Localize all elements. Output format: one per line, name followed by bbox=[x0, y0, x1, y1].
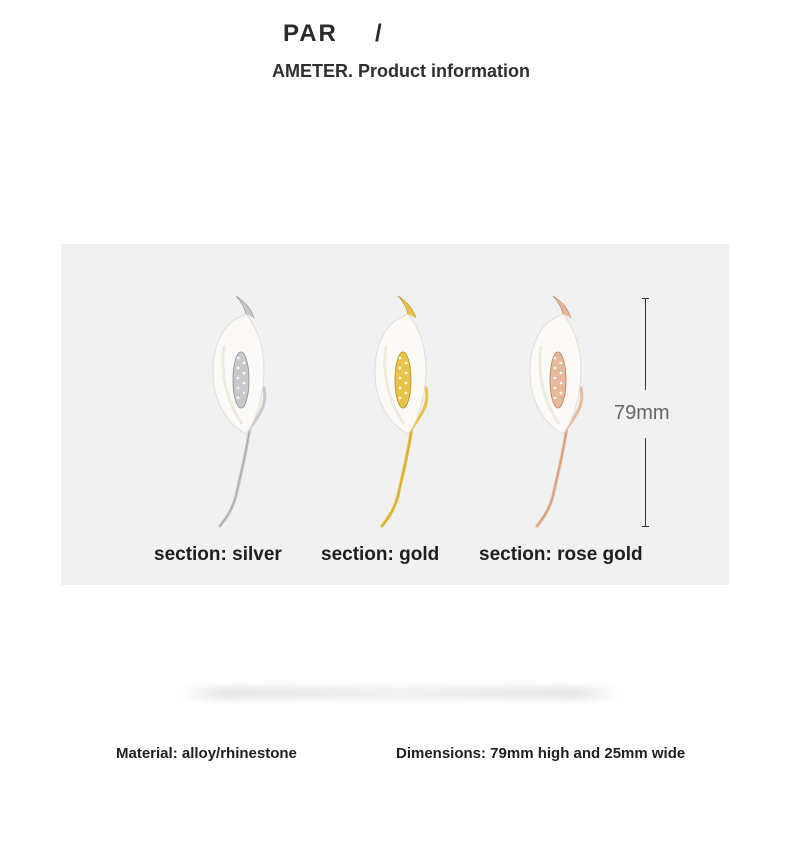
variant-label-rose-gold: section: rose gold bbox=[479, 544, 643, 565]
product-variants-panel bbox=[61, 244, 729, 585]
decorative-blur-strip bbox=[180, 686, 620, 700]
title-part-1: PAR bbox=[283, 20, 338, 47]
page-title bbox=[283, 20, 384, 48]
material-spec: Material: alloy/rhinestone bbox=[116, 745, 297, 762]
height-dimension-label: 79mm bbox=[614, 402, 670, 424]
variant-label-gold: section: gold bbox=[321, 544, 440, 565]
brooch-image-silver bbox=[206, 296, 276, 530]
page-subtitle: AMETER. Product information bbox=[272, 61, 530, 81]
brooch-image-rose-gold bbox=[523, 296, 593, 530]
brooch-image-gold bbox=[368, 296, 438, 530]
title-slash: / bbox=[375, 20, 384, 47]
variant-label-silver: section: silver bbox=[154, 544, 282, 565]
dimensions-spec: Dimensions: 79mm high and 25mm wide bbox=[396, 745, 686, 762]
